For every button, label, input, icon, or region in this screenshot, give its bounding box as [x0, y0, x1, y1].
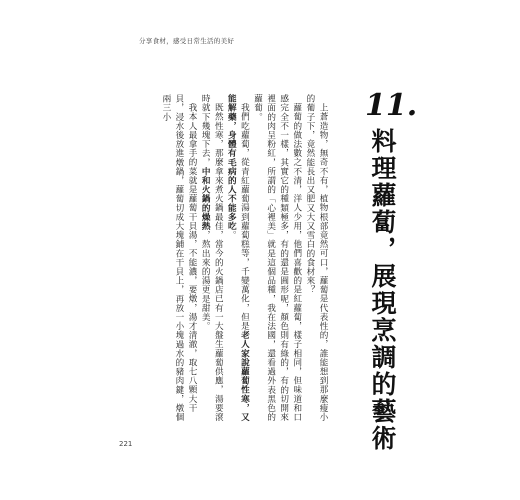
text-line: 肉呈粉紅，所謂的「心裡美」就是這個品種，我在法國，還看過外表黑色的蘿蔔。: [252, 94, 276, 422]
text-line: 葡子下，竟然能長出又肥又大又雪白的食材來？: [304, 103, 315, 295]
text-line: 完全不一樣，其實它的種類極多，有的還是圓形呢，顏色則有綠的，有的切開來裡面的: [265, 94, 289, 422]
text-line: 既然性寒，那麼拿來煮火鍋最佳，當今的火鍋店已有一大盤生蘿蔔供應，湯要滾時: [200, 94, 224, 422]
text-line: ，熬出來的湯更是甜美。: [200, 230, 211, 331]
text-line: 我本人最拿手的菜就是蘿蔔干貝湯，不能濃，要燉，湯才清澈，取七八顆大干貝，: [173, 94, 198, 412]
paragraph: [159, 94, 198, 424]
bold-text: 解藥，身體有毛病的人不能多吃: [226, 103, 237, 231]
text-line: 上蒼造物，無奇不有，植物根部竟然可口，蘿蔔是代表性的，誰能想到那麼瘦小的: [304, 94, 328, 422]
text-line: 蘿蔔的做法數之不清，洋人少用，他們喜歡的是紅蘿蔔，樣子相同，但味道和口感: [278, 94, 302, 422]
chapter-title: 料理蘿蔔，展現烹調的藝術: [368, 128, 397, 452]
text-line: 。: [226, 230, 237, 240]
text-line: 浸水後放進燉鍋，蘿蔔切成大塊鋪在干貝上，再放一小塊過水的豬肉鍵，燉個兩三小: [160, 94, 184, 422]
chapter-number: 11.: [365, 88, 418, 123]
running-header: 分享食材，感受日常生活的美好: [139, 37, 235, 45]
page-number: 221: [119, 440, 133, 448]
text-line: 就下幾塊下去，: [200, 103, 211, 167]
paragraph: [198, 94, 224, 424]
text-line: 我們吃蘿蔔，從青紅蘿蔔湯到蘿蔔糕等，千變萬化，但是: [239, 102, 250, 331]
paragraph: [250, 94, 302, 424]
paragraph: [224, 94, 250, 424]
bold-text: 中和火鍋的燥熱: [200, 166, 211, 231]
bold-text: 老人家說蘿蔔性寒，又能: [226, 94, 250, 422]
body-text: [159, 94, 329, 424]
paragraph: [303, 94, 329, 424]
